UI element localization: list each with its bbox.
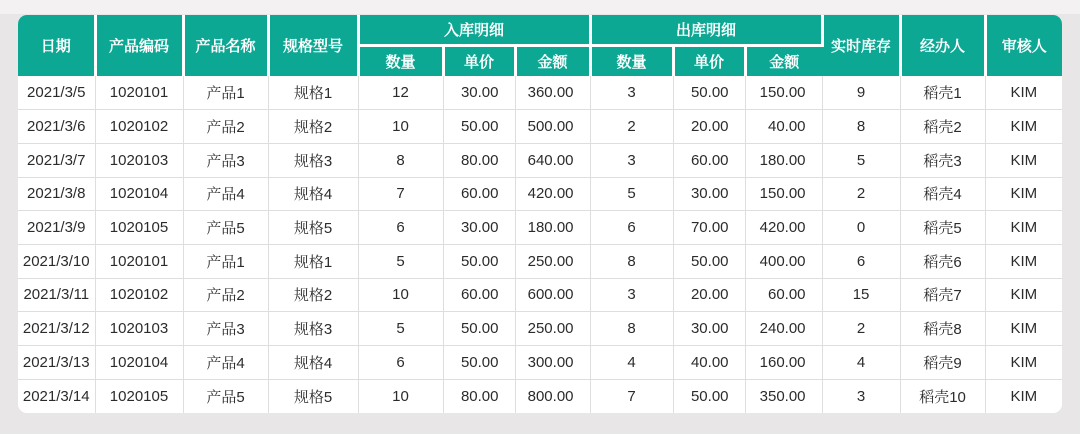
table-cell[interactable]: 稻壳8: [900, 312, 985, 346]
table-cell[interactable]: 2: [822, 177, 900, 211]
table-row: [18, 143, 1062, 177]
table-cell[interactable]: 240.00: [745, 312, 822, 346]
col-header-product-name[interactable]: 产品名称: [183, 15, 268, 76]
table-cell[interactable]: 1020103: [95, 312, 183, 346]
col-header-realtime-stock[interactable]: 实时库存: [822, 15, 900, 76]
table-cell[interactable]: 1020104: [95, 346, 183, 380]
table-cell[interactable]: 4: [590, 346, 673, 380]
table-cell[interactable]: 1020105: [95, 379, 183, 413]
col-header-inbound-unit-price[interactable]: 单价: [443, 45, 515, 76]
table-body: [18, 76, 1062, 413]
table-cell[interactable]: 稻壳2: [900, 110, 985, 144]
table-cell[interactable]: 1020103: [95, 143, 183, 177]
table-cell[interactable]: 360.00: [515, 76, 590, 110]
table-cell[interactable]: 6: [358, 346, 443, 380]
table-cell[interactable]: 产品3: [183, 312, 268, 346]
group-header-inbound[interactable]: 入库明细: [358, 15, 590, 45]
col-header-reviewer[interactable]: 审核人: [985, 15, 1062, 76]
table-cell[interactable]: 1020104: [95, 177, 183, 211]
table-cell[interactable]: 2021/3/8: [18, 177, 95, 211]
table-cell[interactable]: 420.00: [515, 177, 590, 211]
table-cell[interactable]: 20.00: [673, 278, 745, 312]
table-cell[interactable]: 5: [358, 312, 443, 346]
table-cell[interactable]: 60.00: [443, 177, 515, 211]
table-cell[interactable]: 产品5: [183, 211, 268, 245]
table-cell[interactable]: 产品2: [183, 278, 268, 312]
table-cell[interactable]: KIM: [985, 312, 1062, 346]
table-cell[interactable]: 稻壳7: [900, 278, 985, 312]
table-cell[interactable]: KIM: [985, 143, 1062, 177]
table-cell[interactable]: 500.00: [515, 110, 590, 144]
table-cell[interactable]: 2021/3/14: [18, 379, 95, 413]
table-cell[interactable]: 60.00: [673, 143, 745, 177]
table-cell[interactable]: 产品1: [183, 76, 268, 110]
table-cell[interactable]: 80.00: [443, 143, 515, 177]
table-cell[interactable]: 规格2: [268, 278, 358, 312]
table-cell[interactable]: 2021/3/10: [18, 244, 95, 278]
table-cell[interactable]: 50.00: [443, 312, 515, 346]
table-cell[interactable]: 12: [358, 76, 443, 110]
table-cell[interactable]: 规格3: [268, 312, 358, 346]
col-header-handler[interactable]: 经办人: [900, 15, 985, 76]
table-cell[interactable]: 规格4: [268, 177, 358, 211]
table-cell[interactable]: 300.00: [515, 346, 590, 380]
table-cell[interactable]: 60.00: [443, 278, 515, 312]
col-header-outbound-unit-price[interactable]: 单价: [673, 45, 745, 76]
table-row: [18, 346, 1062, 380]
col-header-product-code[interactable]: 产品编码: [95, 15, 183, 76]
table-cell[interactable]: 180.00: [515, 211, 590, 245]
table-cell[interactable]: 1020101: [95, 76, 183, 110]
table-cell[interactable]: 30.00: [673, 312, 745, 346]
table-cell[interactable]: 50.00: [673, 244, 745, 278]
table-cell[interactable]: 15: [822, 278, 900, 312]
table-cell[interactable]: 1020102: [95, 278, 183, 312]
inventory-card: [18, 15, 1062, 413]
inventory-table: [18, 15, 1062, 413]
table-cell[interactable]: 70.00: [673, 211, 745, 245]
group-header-outbound[interactable]: 出库明细: [590, 15, 822, 45]
table-cell[interactable]: 2021/3/13: [18, 346, 95, 380]
table-cell[interactable]: 3: [590, 76, 673, 110]
table-cell[interactable]: 10: [358, 110, 443, 144]
table-cell[interactable]: KIM: [985, 177, 1062, 211]
table-cell[interactable]: 5: [822, 143, 900, 177]
table-cell[interactable]: KIM: [985, 110, 1062, 144]
table-cell[interactable]: 350.00: [745, 379, 822, 413]
table-cell[interactable]: 规格2: [268, 110, 358, 144]
table-cell[interactable]: 3: [590, 143, 673, 177]
table-cell[interactable]: 40.00: [673, 346, 745, 380]
table-cell[interactable]: 稻壳4: [900, 177, 985, 211]
table-cell[interactable]: 5: [358, 244, 443, 278]
table-cell[interactable]: 规格5: [268, 211, 358, 245]
col-header-spec-model[interactable]: 规格型号: [268, 15, 358, 76]
table-cell[interactable]: KIM: [985, 211, 1062, 245]
table-cell[interactable]: 8: [358, 143, 443, 177]
table-cell[interactable]: 7: [358, 177, 443, 211]
table-cell[interactable]: 产品2: [183, 110, 268, 144]
col-header-outbound-amount[interactable]: 金额: [745, 45, 822, 76]
table-header: [18, 15, 1062, 76]
table-cell[interactable]: 稻壳5: [900, 211, 985, 245]
table-cell[interactable]: 产品1: [183, 244, 268, 278]
table-cell[interactable]: 50.00: [443, 244, 515, 278]
table-cell[interactable]: 7: [590, 379, 673, 413]
table-cell[interactable]: 2021/3/12: [18, 312, 95, 346]
table-cell[interactable]: 规格3: [268, 143, 358, 177]
table-cell[interactable]: 6: [822, 244, 900, 278]
table-cell[interactable]: 产品3: [183, 143, 268, 177]
table-cell[interactable]: 产品5: [183, 379, 268, 413]
table-cell[interactable]: 80.00: [443, 379, 515, 413]
table-row: [18, 76, 1062, 110]
table-cell[interactable]: 50.00: [443, 346, 515, 380]
table-cell[interactable]: 3: [590, 278, 673, 312]
table-cell[interactable]: KIM: [985, 278, 1062, 312]
table-cell[interactable]: 规格1: [268, 244, 358, 278]
table-cell[interactable]: 1020105: [95, 211, 183, 245]
table-row: [18, 177, 1062, 211]
table-cell[interactable]: KIM: [985, 346, 1062, 380]
table-row: [18, 379, 1062, 413]
table-cell[interactable]: 50.00: [673, 379, 745, 413]
table-cell[interactable]: 6: [358, 211, 443, 245]
table-cell[interactable]: 稻壳9: [900, 346, 985, 380]
table-cell[interactable]: 250.00: [515, 244, 590, 278]
table-cell[interactable]: KIM: [985, 244, 1062, 278]
table-cell[interactable]: 250.00: [515, 312, 590, 346]
table-cell[interactable]: 2021/3/5: [18, 76, 95, 110]
table-cell[interactable]: 30.00: [443, 76, 515, 110]
table-row: [18, 211, 1062, 245]
table-cell[interactable]: 1020101: [95, 244, 183, 278]
table-cell[interactable]: 8: [590, 244, 673, 278]
table-cell[interactable]: 2021/3/9: [18, 211, 95, 245]
col-header-inbound-amount[interactable]: 金额: [515, 45, 590, 76]
table-cell[interactable]: 6: [590, 211, 673, 245]
col-header-outbound-qty[interactable]: 数量: [590, 45, 673, 76]
table-cell[interactable]: 50.00: [443, 110, 515, 144]
table-cell[interactable]: 8: [590, 312, 673, 346]
table-cell[interactable]: 30.00: [673, 177, 745, 211]
table-cell[interactable]: 800.00: [515, 379, 590, 413]
table-cell[interactable]: 稻壳10: [900, 379, 985, 413]
table-cell[interactable]: 规格1: [268, 76, 358, 110]
table-cell[interactable]: 产品4: [183, 177, 268, 211]
table-cell[interactable]: 4: [822, 346, 900, 380]
table-cell[interactable]: 2021/3/6: [18, 110, 95, 144]
table-cell[interactable]: 产品4: [183, 346, 268, 380]
table-row: [18, 244, 1062, 278]
table-cell[interactable]: 60.00: [745, 278, 822, 312]
table-cell[interactable]: 9: [822, 76, 900, 110]
table-cell[interactable]: 2: [822, 312, 900, 346]
table-cell[interactable]: 稻壳3: [900, 143, 985, 177]
table-cell[interactable]: 150.00: [745, 177, 822, 211]
table-cell[interactable]: 稻壳1: [900, 76, 985, 110]
table-cell[interactable]: 30.00: [443, 211, 515, 245]
table-cell[interactable]: 2021/3/11: [18, 278, 95, 312]
table-cell[interactable]: 20.00: [673, 110, 745, 144]
table-cell[interactable]: 稻壳6: [900, 244, 985, 278]
table-cell[interactable]: 40.00: [745, 110, 822, 144]
table-cell[interactable]: 600.00: [515, 278, 590, 312]
table-cell[interactable]: 50.00: [673, 76, 745, 110]
table-cell[interactable]: KIM: [985, 76, 1062, 110]
table-cell[interactable]: 规格4: [268, 346, 358, 380]
table-row: [18, 110, 1062, 144]
table-cell[interactable]: 3: [822, 379, 900, 413]
header-group-row: [18, 15, 1062, 45]
table-cell[interactable]: 5: [590, 177, 673, 211]
table-cell[interactable]: 规格5: [268, 379, 358, 413]
table-cell[interactable]: 160.00: [745, 346, 822, 380]
table-cell[interactable]: 180.00: [745, 143, 822, 177]
table-cell[interactable]: 640.00: [515, 143, 590, 177]
table-cell[interactable]: 150.00: [745, 76, 822, 110]
table-cell[interactable]: 400.00: [745, 244, 822, 278]
table-cell[interactable]: 8: [822, 110, 900, 144]
col-header-inbound-qty[interactable]: 数量: [358, 45, 443, 76]
top-strip: [0, 0, 1080, 14]
table-cell[interactable]: KIM: [985, 379, 1062, 413]
table-cell[interactable]: 2021/3/7: [18, 143, 95, 177]
table-cell[interactable]: 1020102: [95, 110, 183, 144]
table-cell[interactable]: 10: [358, 278, 443, 312]
table-cell[interactable]: 10: [358, 379, 443, 413]
table-row: [18, 312, 1062, 346]
table-cell[interactable]: 2: [590, 110, 673, 144]
table-cell[interactable]: 0: [822, 211, 900, 245]
table-cell[interactable]: 420.00: [745, 211, 822, 245]
col-header-date[interactable]: 日期: [18, 15, 95, 76]
table-row: [18, 278, 1062, 312]
